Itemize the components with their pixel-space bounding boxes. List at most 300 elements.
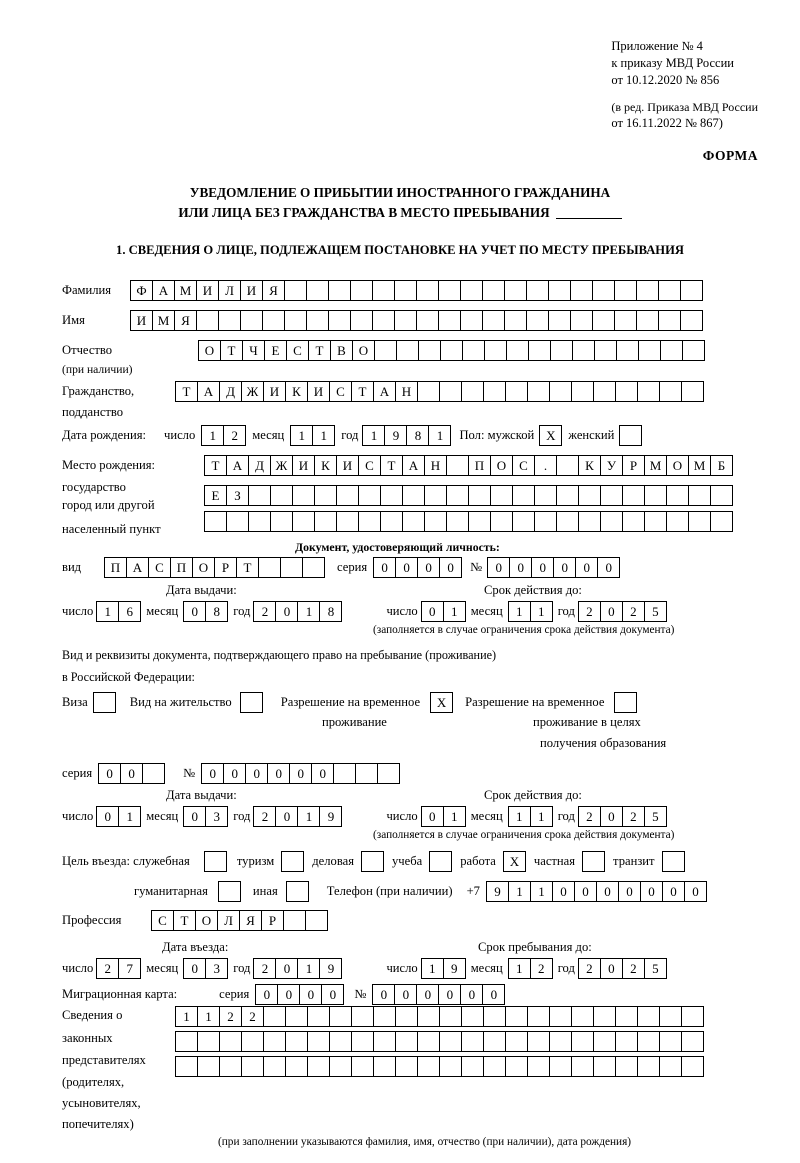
char-cell[interactable] [461, 1056, 484, 1077]
char-cell[interactable]: Ф [130, 280, 153, 301]
char-cell[interactable] [351, 1031, 374, 1052]
permit-issue-month-input[interactable] [183, 806, 228, 827]
char-cell[interactable] [658, 310, 681, 331]
char-cell[interactable]: Ж [270, 455, 293, 476]
char-cell[interactable] [380, 511, 403, 532]
char-cell[interactable] [372, 280, 395, 301]
char-cell[interactable]: 3 [205, 806, 228, 827]
char-cell[interactable] [219, 1031, 242, 1052]
birthplace-state-input[interactable] [204, 455, 733, 476]
char-cell[interactable] [351, 1056, 374, 1077]
phone-input[interactable] [486, 881, 707, 902]
char-cell[interactable] [336, 511, 359, 532]
char-cell[interactable]: 1 [443, 601, 466, 622]
char-cell[interactable]: К [578, 455, 601, 476]
char-cell[interactable]: 8 [319, 601, 342, 622]
char-cell[interactable] [197, 1031, 220, 1052]
char-cell[interactable]: 2 [622, 601, 645, 622]
char-cell[interactable] [592, 310, 615, 331]
char-cell[interactable] [424, 485, 447, 506]
char-cell[interactable] [682, 340, 705, 361]
char-cell[interactable] [424, 511, 447, 532]
char-cell[interactable]: 1 [96, 601, 119, 622]
char-cell[interactable] [329, 1031, 352, 1052]
char-cell[interactable] [373, 1006, 396, 1027]
char-cell[interactable] [549, 1031, 572, 1052]
char-cell[interactable] [241, 1056, 264, 1077]
char-cell[interactable]: 0 [662, 881, 685, 902]
char-cell[interactable] [548, 310, 571, 331]
char-cell[interactable] [659, 381, 682, 402]
char-cell[interactable] [417, 381, 440, 402]
char-cell[interactable] [446, 455, 469, 476]
char-cell[interactable]: 0 [120, 763, 143, 784]
char-cell[interactable]: 0 [183, 806, 206, 827]
char-cell[interactable]: Я [239, 910, 262, 931]
char-cell[interactable]: Р [261, 910, 284, 931]
char-cell[interactable] [710, 511, 733, 532]
char-cell[interactable]: С [148, 557, 171, 578]
char-cell[interactable] [280, 557, 303, 578]
birth-year-input[interactable] [362, 425, 451, 446]
char-cell[interactable] [262, 310, 285, 331]
char-cell[interactable]: 1 [312, 425, 335, 446]
char-cell[interactable] [688, 511, 711, 532]
char-cell[interactable] [374, 340, 397, 361]
char-cell[interactable] [534, 485, 557, 506]
char-cell[interactable]: П [104, 557, 127, 578]
char-cell[interactable] [549, 1006, 572, 1027]
char-cell[interactable] [570, 310, 593, 331]
char-cell[interactable] [240, 310, 263, 331]
char-cell[interactable] [270, 485, 293, 506]
char-cell[interactable] [638, 340, 661, 361]
char-cell[interactable] [666, 485, 689, 506]
char-cell[interactable]: З [226, 485, 249, 506]
char-cell[interactable]: 8 [406, 425, 429, 446]
char-cell[interactable] [483, 1006, 506, 1027]
char-cell[interactable] [258, 557, 281, 578]
permit-number-input[interactable] [201, 763, 400, 784]
char-cell[interactable]: Т [236, 557, 259, 578]
char-cell[interactable]: С [151, 910, 174, 931]
char-cell[interactable]: 0 [321, 984, 344, 1005]
char-cell[interactable] [446, 511, 469, 532]
char-cell[interactable] [328, 280, 351, 301]
char-cell[interactable] [527, 1031, 550, 1052]
char-cell[interactable] [439, 1006, 462, 1027]
char-cell[interactable] [484, 340, 507, 361]
permit-valid-year-input[interactable] [578, 806, 667, 827]
char-cell[interactable] [548, 280, 571, 301]
char-cell[interactable] [248, 511, 271, 532]
char-cell[interactable]: Ч [242, 340, 265, 361]
char-cell[interactable]: Я [174, 310, 197, 331]
char-cell[interactable] [680, 310, 703, 331]
char-cell[interactable] [534, 511, 557, 532]
char-cell[interactable] [292, 485, 315, 506]
char-cell[interactable]: 0 [275, 958, 298, 979]
char-cell[interactable]: 1 [530, 806, 553, 827]
char-cell[interactable]: 0 [552, 881, 575, 902]
char-cell[interactable] [417, 1056, 440, 1077]
char-cell[interactable]: 0 [600, 958, 623, 979]
char-cell[interactable]: 2 [223, 425, 246, 446]
char-cell[interactable]: 0 [487, 557, 510, 578]
char-cell[interactable]: В [330, 340, 353, 361]
char-cell[interactable] [659, 1056, 682, 1077]
char-cell[interactable]: М [688, 455, 711, 476]
char-cell[interactable] [490, 511, 513, 532]
permit-issue-day-input[interactable] [96, 806, 141, 827]
birthplace-city-input-1[interactable] [204, 485, 733, 506]
doc-issue-day-input[interactable] [96, 601, 141, 622]
char-cell[interactable]: Н [395, 381, 418, 402]
char-cell[interactable] [394, 310, 417, 331]
char-cell[interactable]: П [170, 557, 193, 578]
char-cell[interactable]: 3 [205, 958, 228, 979]
char-cell[interactable] [659, 1006, 682, 1027]
char-cell[interactable]: И [292, 455, 315, 476]
char-cell[interactable] [284, 280, 307, 301]
char-cell[interactable] [482, 280, 505, 301]
char-cell[interactable] [402, 511, 425, 532]
char-cell[interactable]: 2 [622, 958, 645, 979]
mig-series-input[interactable] [255, 984, 344, 1005]
purpose-study-checkbox[interactable] [429, 851, 452, 872]
char-cell[interactable] [527, 381, 550, 402]
char-cell[interactable] [526, 280, 549, 301]
char-cell[interactable]: Т [173, 910, 196, 931]
visa-checkbox[interactable] [93, 692, 116, 713]
char-cell[interactable]: Т [380, 455, 403, 476]
char-cell[interactable] [380, 485, 403, 506]
char-cell[interactable]: 0 [600, 601, 623, 622]
char-cell[interactable]: 6 [118, 601, 141, 622]
char-cell[interactable] [395, 1056, 418, 1077]
char-cell[interactable] [483, 1056, 506, 1077]
char-cell[interactable] [593, 1031, 616, 1052]
legal-rep-input-1[interactable] [175, 1006, 704, 1027]
char-cell[interactable] [636, 280, 659, 301]
permit-series-input[interactable] [98, 763, 165, 784]
char-cell[interactable] [468, 511, 491, 532]
char-cell[interactable]: 0 [640, 881, 663, 902]
purpose-other-checkbox[interactable] [286, 881, 309, 902]
char-cell[interactable]: Р [622, 455, 645, 476]
char-cell[interactable]: 5 [644, 958, 667, 979]
char-cell[interactable]: Л [217, 910, 240, 931]
entry-day-input[interactable] [96, 958, 141, 979]
char-cell[interactable] [248, 485, 271, 506]
char-cell[interactable] [571, 1006, 594, 1027]
char-cell[interactable] [438, 310, 461, 331]
sex-female-checkbox[interactable] [619, 425, 642, 446]
char-cell[interactable] [446, 485, 469, 506]
char-cell[interactable] [461, 381, 484, 402]
char-cell[interactable] [490, 485, 513, 506]
char-cell[interactable]: 5 [644, 601, 667, 622]
char-cell[interactable]: 2 [578, 806, 601, 827]
char-cell[interactable]: 1 [362, 425, 385, 446]
char-cell[interactable] [416, 310, 439, 331]
char-cell[interactable]: И [263, 381, 286, 402]
char-cell[interactable] [637, 1031, 660, 1052]
char-cell[interactable] [637, 1056, 660, 1077]
permit-issue-year-input[interactable] [253, 806, 342, 827]
char-cell[interactable] [549, 381, 572, 402]
char-cell[interactable]: 0 [267, 763, 290, 784]
char-cell[interactable]: 2 [622, 806, 645, 827]
doc-valid-day-input[interactable] [421, 601, 466, 622]
char-cell[interactable]: О [666, 455, 689, 476]
char-cell[interactable]: 0 [311, 763, 334, 784]
char-cell[interactable]: О [490, 455, 513, 476]
char-cell[interactable]: И [130, 310, 153, 331]
char-cell[interactable] [572, 340, 595, 361]
char-cell[interactable] [373, 1056, 396, 1077]
purpose-work-checkbox[interactable]: X [503, 851, 526, 872]
char-cell[interactable] [196, 310, 219, 331]
char-cell[interactable]: М [152, 310, 175, 331]
char-cell[interactable] [615, 1031, 638, 1052]
char-cell[interactable]: 9 [443, 958, 466, 979]
char-cell[interactable] [358, 485, 381, 506]
char-cell[interactable]: У [600, 455, 623, 476]
char-cell[interactable]: Ж [241, 381, 264, 402]
residence-checkbox[interactable] [240, 692, 263, 713]
char-cell[interactable]: 0 [421, 806, 444, 827]
char-cell[interactable]: 2 [253, 806, 276, 827]
char-cell[interactable] [305, 910, 328, 931]
char-cell[interactable] [681, 1031, 704, 1052]
char-cell[interactable]: 1 [290, 425, 313, 446]
char-cell[interactable]: 1 [530, 881, 553, 902]
char-cell[interactable] [578, 511, 601, 532]
char-cell[interactable] [660, 340, 683, 361]
char-cell[interactable] [614, 310, 637, 331]
char-cell[interactable] [483, 381, 506, 402]
char-cell[interactable]: 0 [394, 984, 417, 1005]
char-cell[interactable]: 1 [443, 806, 466, 827]
char-cell[interactable] [314, 511, 337, 532]
char-cell[interactable]: Е [204, 485, 227, 506]
char-cell[interactable] [416, 280, 439, 301]
char-cell[interactable] [285, 1056, 308, 1077]
char-cell[interactable]: 1 [175, 1006, 198, 1027]
char-cell[interactable] [506, 340, 529, 361]
char-cell[interactable] [644, 485, 667, 506]
char-cell[interactable] [615, 381, 638, 402]
doc-series-input[interactable] [373, 557, 462, 578]
char-cell[interactable] [570, 280, 593, 301]
char-cell[interactable] [644, 511, 667, 532]
char-cell[interactable]: 0 [98, 763, 121, 784]
char-cell[interactable] [556, 455, 579, 476]
char-cell[interactable]: 0 [417, 557, 440, 578]
profession-input[interactable] [151, 910, 328, 931]
char-cell[interactable]: 0 [275, 601, 298, 622]
char-cell[interactable]: Т [204, 455, 227, 476]
char-cell[interactable]: 8 [205, 601, 228, 622]
char-cell[interactable] [666, 511, 689, 532]
char-cell[interactable] [461, 1031, 484, 1052]
char-cell[interactable] [637, 1006, 660, 1027]
char-cell[interactable]: И [240, 280, 263, 301]
char-cell[interactable] [505, 1056, 528, 1077]
char-cell[interactable]: С [358, 455, 381, 476]
char-cell[interactable] [549, 1056, 572, 1077]
char-cell[interactable] [482, 310, 505, 331]
char-cell[interactable] [395, 1031, 418, 1052]
char-cell[interactable] [197, 1056, 220, 1077]
char-cell[interactable]: А [373, 381, 396, 402]
char-cell[interactable] [283, 910, 306, 931]
char-cell[interactable]: 1 [201, 425, 224, 446]
char-cell[interactable]: 0 [372, 984, 395, 1005]
char-cell[interactable]: 5 [644, 806, 667, 827]
char-cell[interactable]: Т [308, 340, 331, 361]
char-cell[interactable]: 2 [96, 958, 119, 979]
char-cell[interactable]: 0 [553, 557, 576, 578]
char-cell[interactable] [307, 1056, 330, 1077]
char-cell[interactable]: Б [710, 455, 733, 476]
purpose-business-checkbox[interactable] [361, 851, 384, 872]
char-cell[interactable] [614, 280, 637, 301]
char-cell[interactable]: 2 [530, 958, 553, 979]
doc-issue-year-input[interactable] [253, 601, 342, 622]
char-cell[interactable]: О [195, 910, 218, 931]
char-cell[interactable] [512, 511, 535, 532]
char-cell[interactable]: 1 [297, 958, 320, 979]
char-cell[interactable]: 2 [253, 958, 276, 979]
char-cell[interactable] [592, 280, 615, 301]
citizenship-input[interactable] [175, 381, 704, 402]
char-cell[interactable]: 1 [428, 425, 451, 446]
purpose-tourism-checkbox[interactable] [281, 851, 304, 872]
purpose-transit-checkbox[interactable] [662, 851, 685, 872]
char-cell[interactable]: И [196, 280, 219, 301]
entry-year-input[interactable] [253, 958, 342, 979]
stay-day-input[interactable] [421, 958, 466, 979]
char-cell[interactable]: Л [218, 280, 241, 301]
char-cell[interactable] [571, 1056, 594, 1077]
char-cell[interactable] [395, 1006, 418, 1027]
char-cell[interactable] [636, 310, 659, 331]
char-cell[interactable] [142, 763, 165, 784]
char-cell[interactable] [615, 1006, 638, 1027]
char-cell[interactable] [438, 280, 461, 301]
char-cell[interactable] [616, 340, 639, 361]
char-cell[interactable] [462, 340, 485, 361]
char-cell[interactable]: 0 [201, 763, 224, 784]
char-cell[interactable] [550, 340, 573, 361]
char-cell[interactable] [402, 485, 425, 506]
char-cell[interactable]: С [286, 340, 309, 361]
char-cell[interactable]: И [307, 381, 330, 402]
char-cell[interactable]: 0 [289, 763, 312, 784]
char-cell[interactable]: 1 [508, 958, 531, 979]
char-cell[interactable] [355, 763, 378, 784]
char-cell[interactable]: А [226, 455, 249, 476]
char-cell[interactable] [351, 1006, 374, 1027]
char-cell[interactable]: Д [219, 381, 242, 402]
char-cell[interactable] [440, 340, 463, 361]
purpose-humanitarian-checkbox[interactable] [218, 881, 241, 902]
doc-kind-input[interactable] [104, 557, 325, 578]
char-cell[interactable]: 1 [197, 1006, 220, 1027]
char-cell[interactable]: 0 [618, 881, 641, 902]
sex-male-checkbox[interactable]: X [539, 425, 562, 446]
char-cell[interactable] [460, 280, 483, 301]
char-cell[interactable] [504, 280, 527, 301]
char-cell[interactable] [461, 1006, 484, 1027]
char-cell[interactable]: 2 [241, 1006, 264, 1027]
char-cell[interactable]: 0 [416, 984, 439, 1005]
char-cell[interactable]: 0 [574, 881, 597, 902]
char-cell[interactable]: А [197, 381, 220, 402]
char-cell[interactable]: 0 [531, 557, 554, 578]
entry-month-input[interactable] [183, 958, 228, 979]
char-cell[interactable] [637, 381, 660, 402]
char-cell[interactable] [439, 1056, 462, 1077]
char-cell[interactable]: Я [262, 280, 285, 301]
char-cell[interactable] [333, 763, 356, 784]
char-cell[interactable] [504, 310, 527, 331]
char-cell[interactable] [680, 280, 703, 301]
char-cell[interactable]: 0 [275, 806, 298, 827]
char-cell[interactable] [417, 1006, 440, 1027]
char-cell[interactable] [505, 381, 528, 402]
char-cell[interactable] [377, 763, 400, 784]
name-input[interactable] [130, 310, 703, 331]
char-cell[interactable] [439, 1031, 462, 1052]
char-cell[interactable] [329, 1056, 352, 1077]
char-cell[interactable]: А [126, 557, 149, 578]
permit-valid-month-input[interactable] [508, 806, 553, 827]
surname-input[interactable] [130, 280, 703, 301]
char-cell[interactable]: С [512, 455, 535, 476]
char-cell[interactable] [483, 1031, 506, 1052]
char-cell[interactable]: 2 [219, 1006, 242, 1027]
doc-valid-month-input[interactable] [508, 601, 553, 622]
char-cell[interactable] [226, 511, 249, 532]
temp-res-checkbox[interactable]: X [430, 692, 453, 713]
char-cell[interactable] [688, 485, 711, 506]
char-cell[interactable] [241, 1031, 264, 1052]
char-cell[interactable] [527, 1006, 550, 1027]
purpose-official-checkbox[interactable] [204, 851, 227, 872]
char-cell[interactable] [681, 1006, 704, 1027]
char-cell[interactable] [600, 511, 623, 532]
char-cell[interactable]: 0 [509, 557, 532, 578]
char-cell[interactable] [396, 340, 419, 361]
legal-rep-input-2[interactable] [175, 1031, 704, 1052]
char-cell[interactable] [284, 310, 307, 331]
char-cell[interactable] [350, 310, 373, 331]
char-cell[interactable]: 0 [277, 984, 300, 1005]
char-cell[interactable]: 0 [255, 984, 278, 1005]
char-cell[interactable] [615, 1056, 638, 1077]
char-cell[interactable]: 9 [486, 881, 509, 902]
char-cell[interactable]: Н [424, 455, 447, 476]
char-cell[interactable]: 1 [297, 601, 320, 622]
char-cell[interactable]: 1 [508, 806, 531, 827]
char-cell[interactable]: О [352, 340, 375, 361]
mig-number-input[interactable] [372, 984, 505, 1005]
char-cell[interactable]: С [329, 381, 352, 402]
char-cell[interactable]: 1 [118, 806, 141, 827]
